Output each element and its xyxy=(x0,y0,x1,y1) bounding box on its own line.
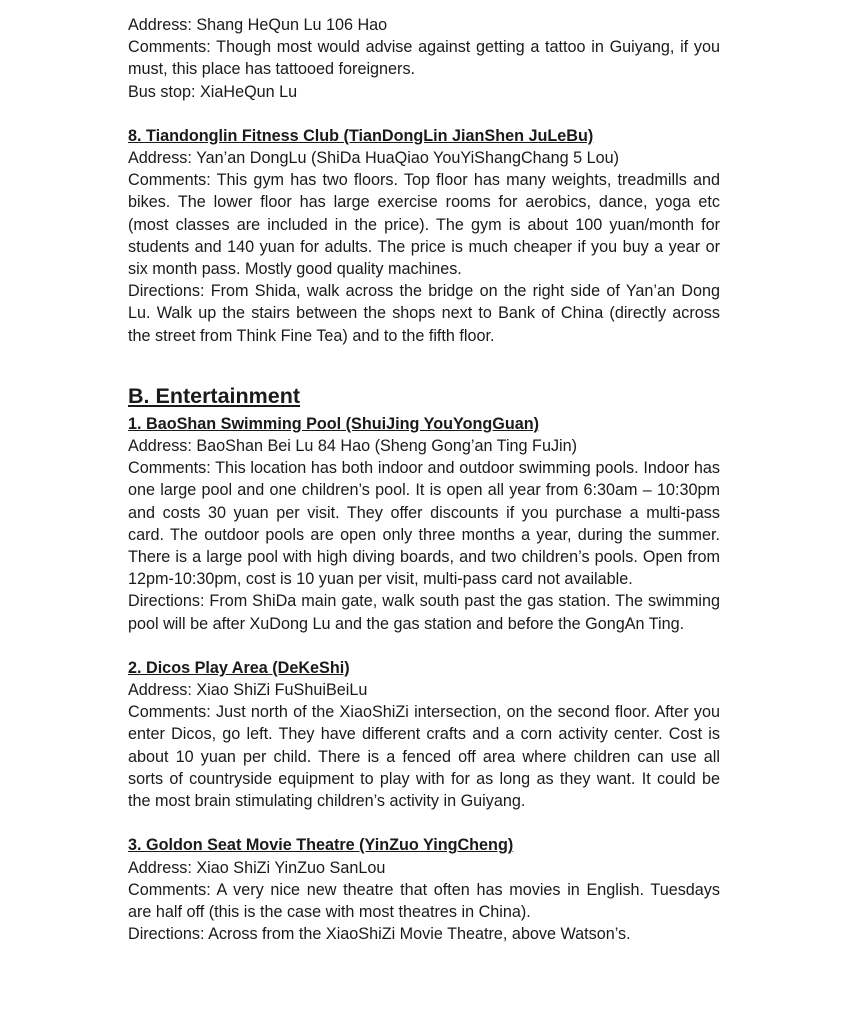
document-page xyxy=(128,14,720,945)
entry-directions: Directions: From Shida, walk across the bridge on the right side of Yan’an Dong Lu. Walk up the stairs between the shops next to Bank of China (directly across the street from Think Fine Tea) and to the fifth floor. xyxy=(128,282,720,345)
entry-fitness-club xyxy=(128,125,720,347)
entry-movie-theatre xyxy=(128,834,720,945)
entry-directions: Directions: Across from the XiaoShiZi Movie Theatre, above Watson’s. xyxy=(128,925,631,944)
entry-swimming-pool xyxy=(128,413,720,635)
entry-comments: Comments: This location has both indoor and outdoor swimming pools. Indoor has one large pool and one children’s pool. It is open all year from 6:30am – 10:30pm and costs 30 yuan per visit. They offer discounts if you purchase a multi-pass card. The outdoor pools are open only three months a year, during the summer. There is a large pool with high diving boards, and two children’s pools. Open from 12pm-10:30pm, cost is 10 yuan per visit, multi-pass card not available. xyxy=(128,459,720,589)
entry-comments: Comments: A very nice new theatre that often has movies in English. Tuesdays are half off (this is the case with most theatres in China). xyxy=(128,880,720,921)
entry-bus-stop: Bus stop: XiaHeQun Lu xyxy=(128,82,298,101)
entry-title: 8. Tiandonglin Fitness Club (TianDongLin JianShen JuLeBu) xyxy=(128,126,594,145)
entry-comments: Comments: This gym has two floors. Top floor has many weights, treadmills and bikes. The lower floor has large exercise rooms for aerobics, dance, yoga etc (most classes are included in the price). The gym is about 100 yuan/month for students and 140 yuan for adults. The price is much cheaper if you buy a year or six month pass. Mostly good quality machines. xyxy=(128,171,720,279)
entry-address: Address: Xiao ShiZi YinZuo SanLou xyxy=(128,858,386,877)
entry-address: Address: Yan’an DongLu (ShiDa HuaQiao YouYiShangChang 5 Lou) xyxy=(128,149,620,168)
entry-address: Address: Shang HeQun Lu 106 Hao xyxy=(128,16,388,34)
section-heading: B. Entertainment xyxy=(128,383,301,408)
entry-play-area xyxy=(128,657,720,812)
entry-directions: Directions: From ShiDa main gate, walk south past the gas station. The swimming pool will be after XuDong Lu and the gas station and before the GongAn Ting. xyxy=(128,592,720,633)
entry-address: Address: Xiao ShiZi FuShuiBeiLu xyxy=(128,681,368,700)
entry-title: 1. BaoShan Swimming Pool (ShuiJing YouYongGuan) xyxy=(128,414,539,433)
entry-address: Address: BaoShan Bei Lu 84 Hao (Sheng Gong’an Ting FuJin) xyxy=(128,437,578,456)
entry-title: 2. Dicos Play Area (DeKeShi) xyxy=(128,658,350,677)
previous-entry xyxy=(128,14,720,103)
entry-comments: Comments: Just north of the XiaoShiZi intersection, on the second floor. After you enter Dicos, go left. They have different crafts and a corn activity center. Cost is about 10 yuan per child. There is a fenced off area where children can use all sorts of countryside equipment to play with for as long as they want. It could be the most brain stimulating children’s activity in Guiyang. xyxy=(128,703,720,811)
entry-title: 3. Goldon Seat Movie Theatre (YinZuo YingCheng) xyxy=(128,836,514,855)
entry-comments: Comments: Though most would advise against getting a tattoo in Guiyang, if you must, this place has tattooed foreigners. xyxy=(128,38,720,79)
